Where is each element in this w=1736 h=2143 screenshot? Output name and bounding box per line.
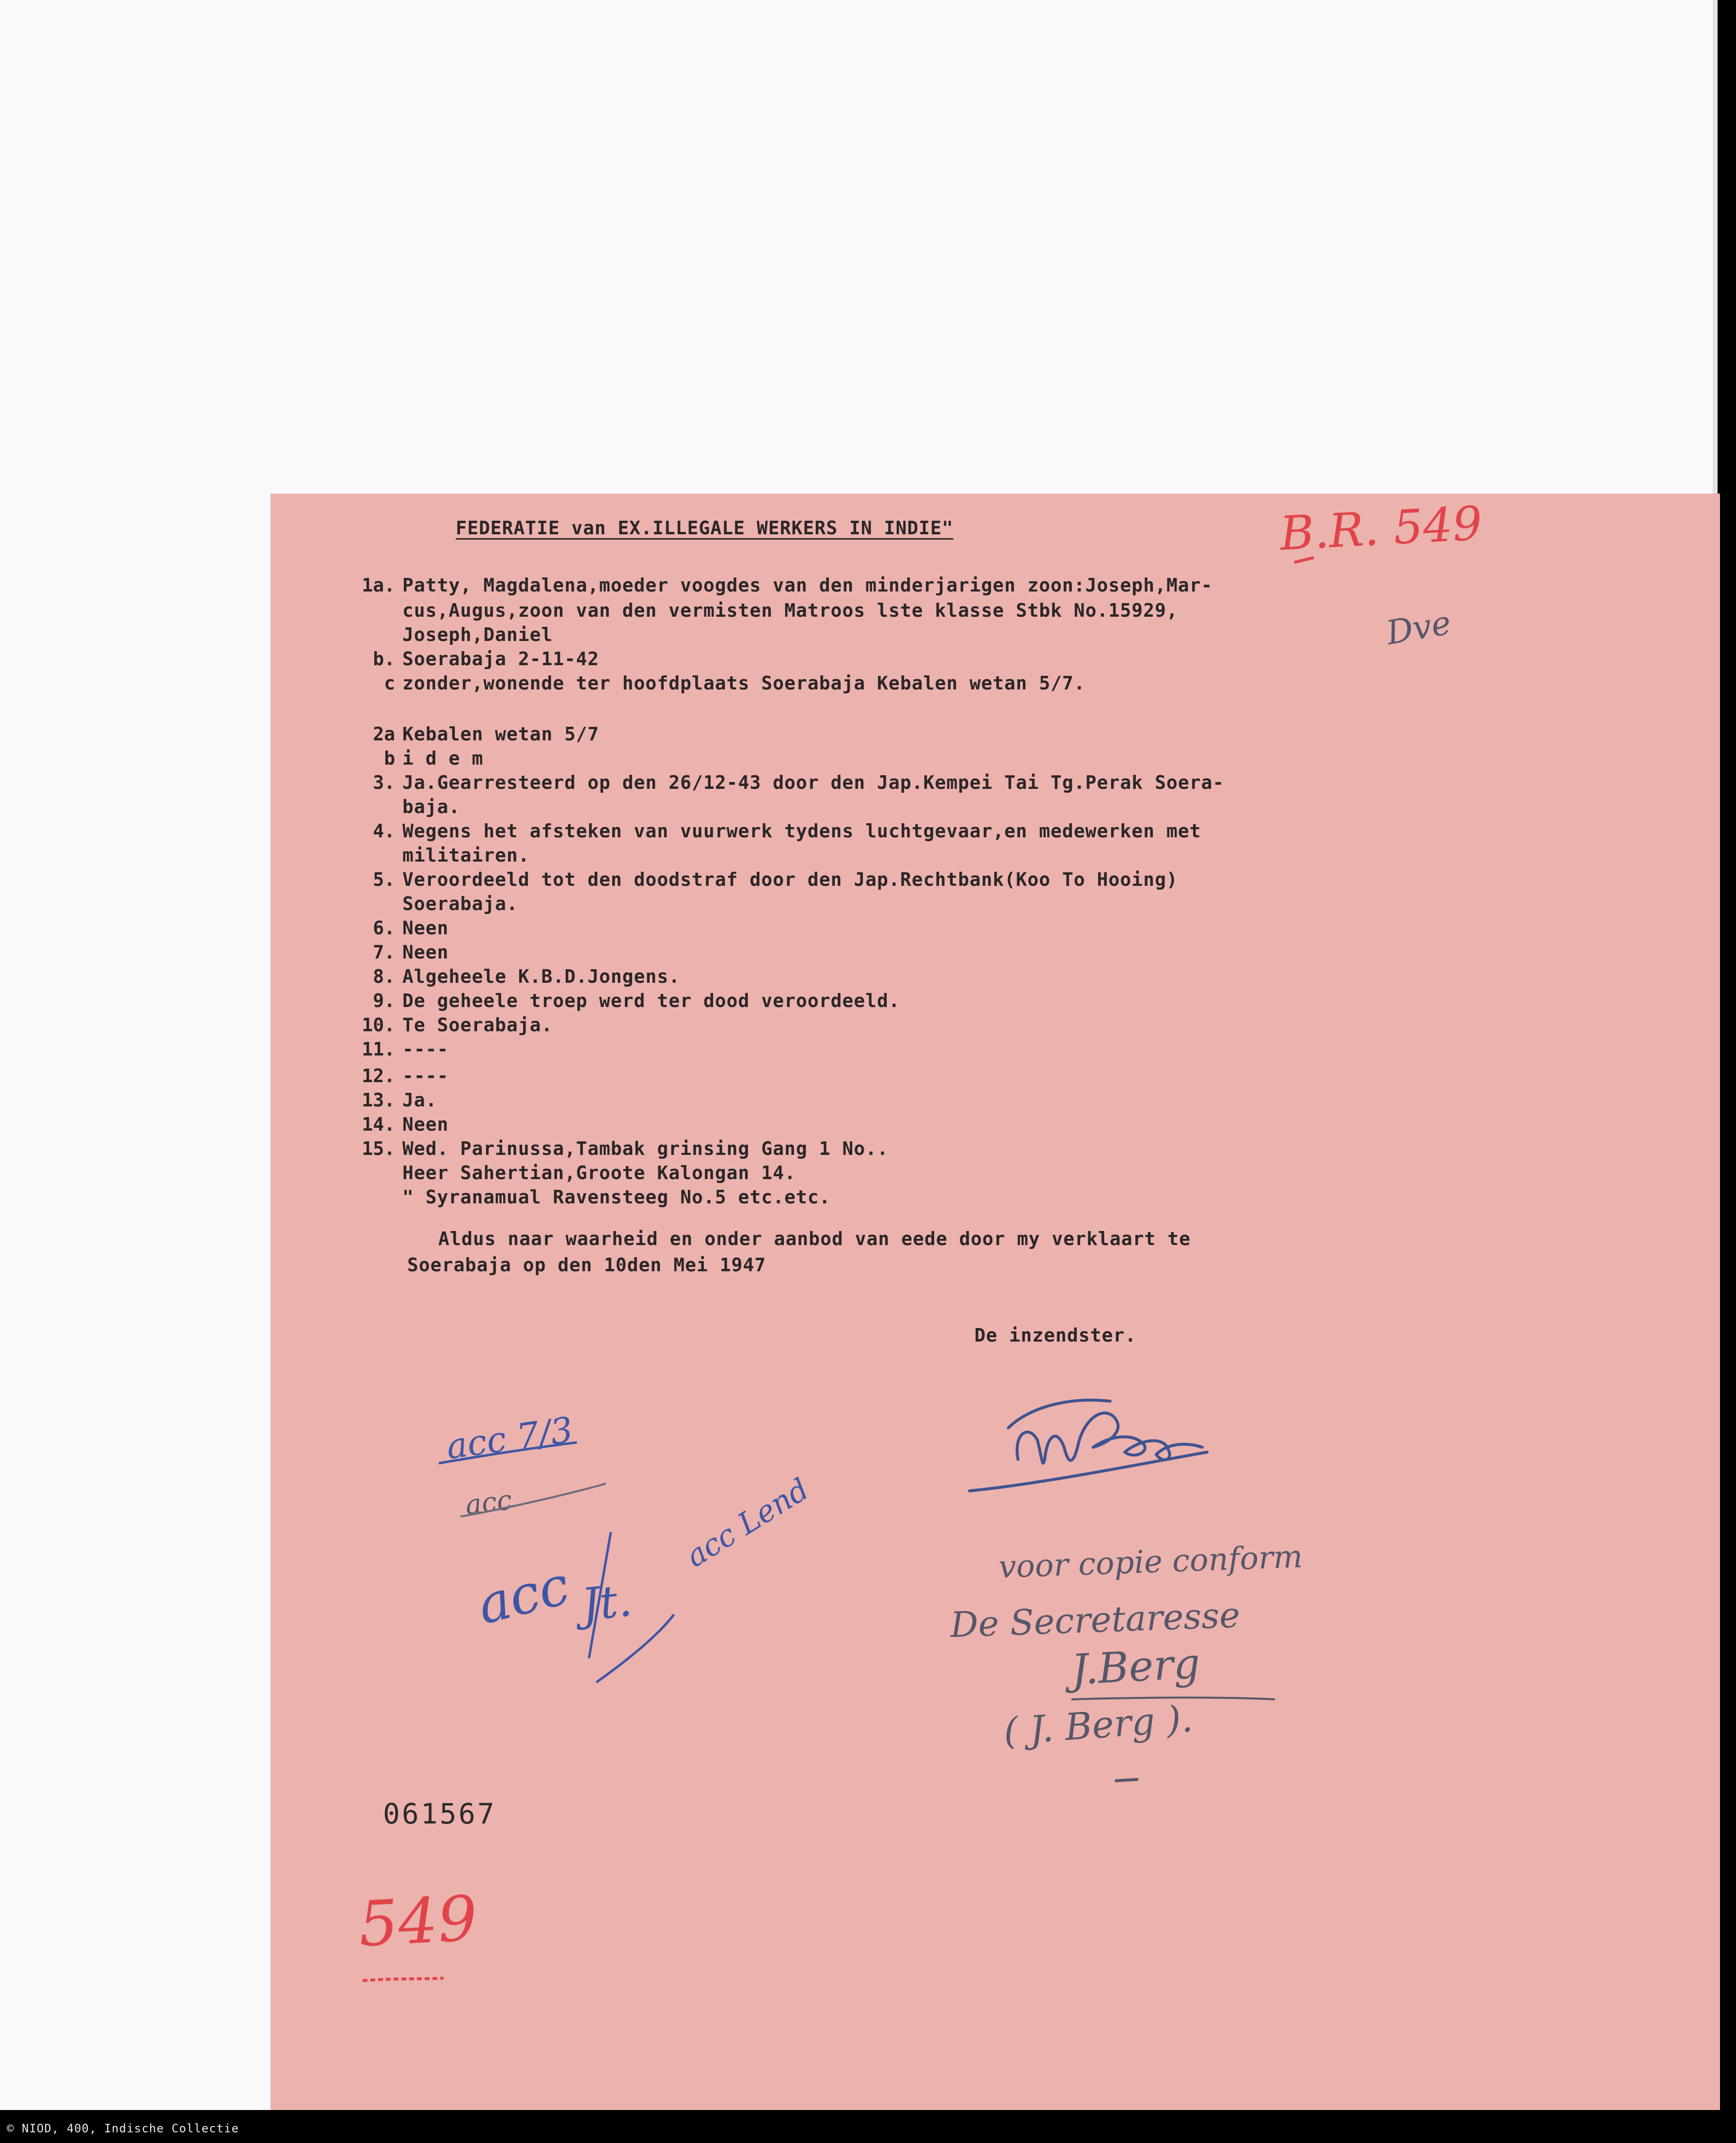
item-text: Neen bbox=[402, 917, 449, 939]
red-archive-number: B.R. 549 bbox=[1278, 496, 1484, 561]
item-text: De geheele troep werd ter dood veroordeeld. bbox=[402, 990, 900, 1011]
acc-note-2: acc bbox=[463, 1484, 514, 1521]
acc-note-4: acc Lend bbox=[679, 1471, 815, 1574]
item-text: Wed. Parinussa,Tambak grinsing Gang 1 No.. bbox=[402, 1138, 889, 1159]
acc-note-1: acc 7/3 bbox=[444, 1409, 575, 1467]
item-text: Joseph,Daniel bbox=[402, 624, 553, 645]
item-number: 7. bbox=[373, 942, 395, 963]
item-text: " Syranamual Ravensteeg No.5 etc.etc. bbox=[402, 1186, 831, 1208]
item-text: Neen bbox=[402, 1114, 449, 1135]
item-text: Veroordeeld tot den doodstraf door den Jap.Rechtbank(Koo To Hooing) bbox=[402, 869, 1178, 890]
declaration-line-1: Aldus naar waarheid en onder aanbod van eede door my verklaart te bbox=[438, 1228, 1191, 1249]
item-text: cus,Augus,zoon van den vermisten Matroos lste klasse Stbk No.15929, bbox=[402, 600, 1178, 621]
item-number: b. bbox=[373, 648, 395, 670]
corner-mark: Dve bbox=[1384, 604, 1454, 653]
item-text: Patty, Magdalena,moeder voogdes van den minderjarigen zoon:Joseph,Mar- bbox=[402, 575, 1213, 596]
item-text: Kebalen wetan 5/7 bbox=[402, 723, 599, 745]
secretary-line: De Secretaresse bbox=[949, 1594, 1241, 1646]
document-heading: FEDERATIE van EX.ILLEGALE WERKERS IN INDIE" bbox=[456, 517, 954, 539]
item-text: Te Soerabaja. bbox=[402, 1014, 553, 1036]
item-number: c bbox=[384, 672, 395, 694]
item-text: Soerabaja 2-11-42 bbox=[402, 648, 599, 670]
item-number: 14. bbox=[362, 1114, 395, 1135]
acc-note-3: acc bbox=[471, 1554, 575, 1636]
item-number: 9. bbox=[373, 990, 395, 1011]
item-number: 3. bbox=[373, 772, 395, 793]
item-number: 12. bbox=[362, 1065, 395, 1087]
initial-mark: Jt. bbox=[579, 1574, 635, 1631]
item-text: ---- bbox=[402, 1039, 449, 1060]
item-number: 1a. bbox=[362, 575, 395, 596]
item-number: 11. bbox=[362, 1039, 395, 1060]
signer-label: De inzendster. bbox=[974, 1325, 1137, 1346]
item-number: 15. bbox=[362, 1138, 395, 1159]
secretary-signature: J.Berg bbox=[1070, 1639, 1201, 1695]
item-text: Wegens het afsteken van vuurwerk tydens luchtgevaar,en medewerken met bbox=[402, 820, 1201, 842]
item-text: Algeheele K.B.D.Jongens. bbox=[402, 966, 681, 987]
item-number: 2a bbox=[373, 723, 395, 745]
item-text: i d e m bbox=[402, 748, 484, 769]
item-text: zonder,wonende ter hoofdplaats Soerabaja Kebalen wetan 5/7. bbox=[402, 672, 1085, 694]
copy-conform-line: voor copie conform bbox=[998, 1539, 1304, 1585]
item-number: 5. bbox=[373, 869, 395, 890]
item-number: 8. bbox=[373, 966, 395, 987]
item-text: Soerabaja. bbox=[402, 893, 518, 914]
item-text: Ja.Gearresteerd op den 26/12-43 door den Jap.Kempei Tai Tg.Perak Soera- bbox=[402, 772, 1225, 793]
red-bottom-number: 549 bbox=[357, 1882, 479, 1961]
item-number: 10. bbox=[362, 1014, 395, 1036]
item-text: Ja. bbox=[402, 1089, 437, 1111]
document-number: 061567 bbox=[383, 1797, 496, 1830]
declaration-line-2: Soerabaja op den 10den Mei 1947 bbox=[407, 1254, 766, 1276]
item-text: baja. bbox=[402, 796, 461, 817]
item-text: ---- bbox=[402, 1065, 449, 1087]
item-text: Neen bbox=[402, 942, 449, 963]
item-number: b bbox=[384, 748, 395, 769]
item-text: Heer Sahertian,Groote Kalongan 14. bbox=[402, 1162, 796, 1183]
item-number: 13. bbox=[362, 1089, 395, 1111]
item-text: militairen. bbox=[402, 845, 530, 866]
secretary-name: ( J. Berg ). bbox=[1002, 1696, 1194, 1753]
footer-caption: © NIOD, 400, Indische Collectie bbox=[7, 2122, 239, 2135]
item-number: 4. bbox=[373, 820, 395, 842]
item-number: 6. bbox=[373, 917, 395, 939]
